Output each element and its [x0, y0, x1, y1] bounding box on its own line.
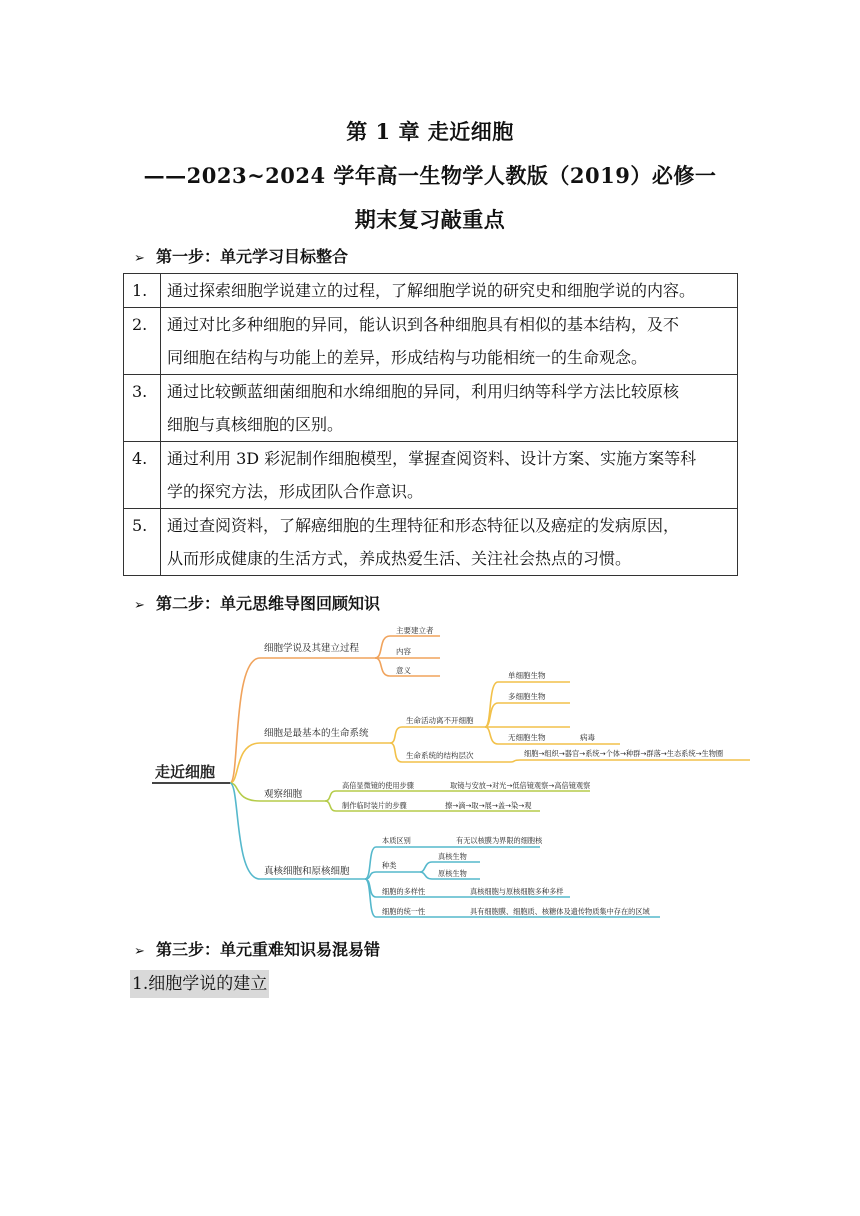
arrow-bullet-icon: ➢: [134, 944, 145, 959]
b3-sub: 高倍显微镜的使用步骤: [342, 781, 414, 790]
table-row: [124, 442, 738, 509]
table-row: [124, 509, 738, 576]
arrow-bullet-icon: ➢: [134, 598, 145, 613]
step3-heading: [134, 937, 380, 960]
step2-heading: [134, 591, 380, 614]
b3-leaf: 取镜与安放→对光→低倍镜观察→高倍镜观察: [450, 781, 591, 790]
table-row: [124, 308, 738, 375]
learning-goals-table: [123, 273, 738, 576]
goal-number: 3.: [124, 375, 161, 442]
b4-leaf: 真核生物: [438, 852, 467, 861]
mind-map: [140, 617, 760, 923]
b4-sub: 本质区别: [382, 836, 411, 845]
goal-number: 5.: [124, 509, 161, 576]
mindmap-root: 走近细胞: [155, 763, 216, 781]
b1-leaf: 意义: [396, 666, 411, 675]
b2-leaf: 病毒: [580, 733, 595, 742]
branch1-label: 细胞学说及其建立过程: [264, 643, 360, 654]
branch2-label: 细胞是最基本的生命系统: [264, 728, 369, 739]
b3-leaf: 擦→滴→取→展→盖→染→观: [445, 801, 532, 810]
b2-leaf: 无细胞生物: [508, 733, 546, 742]
b3-sub: 制作临时装片的步骤: [342, 801, 407, 810]
b4-leaf: 原核生物: [438, 869, 467, 878]
b2-leaf: 单细胞生物: [508, 671, 546, 680]
goal-text: 通过利用 3D 彩泥制作细胞模型，掌握查阅资料、设计方案、实施方案等科 学的探究方法，形成团队合作意识。: [161, 442, 738, 509]
step1-label: 第一步：单元学习目标整合: [156, 247, 349, 266]
b4-leaf: 具有细胞膜、细胞质、核糖体及遗传物质集中存在的区域: [470, 907, 650, 916]
table-row: [124, 375, 738, 442]
b4-sub: 细胞的多样性: [382, 887, 426, 896]
b4-leaf: 真核细胞与原核细胞多种多样: [470, 887, 564, 896]
goal-number: 1.: [124, 274, 161, 308]
b4-sub: 细胞的统一性: [382, 907, 426, 916]
arrow-bullet-icon: ➢: [134, 251, 145, 266]
b1-leaf: 主要建立者: [396, 626, 434, 635]
section1-heading: 1.细胞学说的建立: [130, 970, 269, 998]
b2-leaf: 细胞→组织→器官→系统→个体→种群→群落→生态系统→生物圈: [524, 749, 724, 758]
goal-number: 4.: [124, 442, 161, 509]
branch4-label: 真核细胞和原核细胞: [264, 866, 350, 877]
b2-leaf: 多细胞生物: [508, 692, 546, 701]
b4-sub: 种类: [382, 861, 397, 870]
goal-text: 通过查阅资料，了解癌细胞的生理特征和形态特征以及癌症的发病原因， 从而形成健康的生活方式，养成热爱生活、关注社会热点的习惯。: [161, 509, 738, 576]
b2-sub: 生命系统的结构层次: [406, 751, 474, 760]
branch3-label: 观察细胞: [264, 789, 303, 800]
b2-sub: 生命活动离不开细胞: [406, 716, 474, 725]
step1-heading: [134, 244, 348, 267]
b1-leaf: 内容: [396, 647, 411, 656]
b4-leaf: 有无以核膜为界限的细胞核: [456, 836, 543, 845]
table-row: [124, 274, 738, 308]
goal-text: 通过比较颤蓝细菌细胞和水绵细胞的异同，利用归纳等科学方法比较原核 细胞与真核细胞的区别。: [161, 375, 738, 442]
branch-cell-theory: [230, 636, 440, 783]
course-subtitle: ——2023~2024 学年高一生物学人教版（2019）必修一: [143, 163, 717, 188]
step2-label: 第二步：单元思维导图回顾知识: [156, 594, 381, 613]
goal-text: 通过探索细胞学说建立的过程，了解细胞学说的研究史和细胞学说的内容。: [161, 274, 738, 308]
goal-text: 通过对比多种细胞的异同，能认识到各种细胞具有相似的基本结构，及不 同细胞在结构与功能上的差异，形成结构与功能相统一的生命观念。: [161, 308, 738, 375]
step3-label: 第三步：单元重难知识易混易错: [156, 940, 381, 959]
chapter-title: 第 1 章 走近细胞: [346, 119, 514, 144]
goal-number: 2.: [124, 308, 161, 375]
review-title: 期末复习敲重点: [354, 207, 506, 232]
